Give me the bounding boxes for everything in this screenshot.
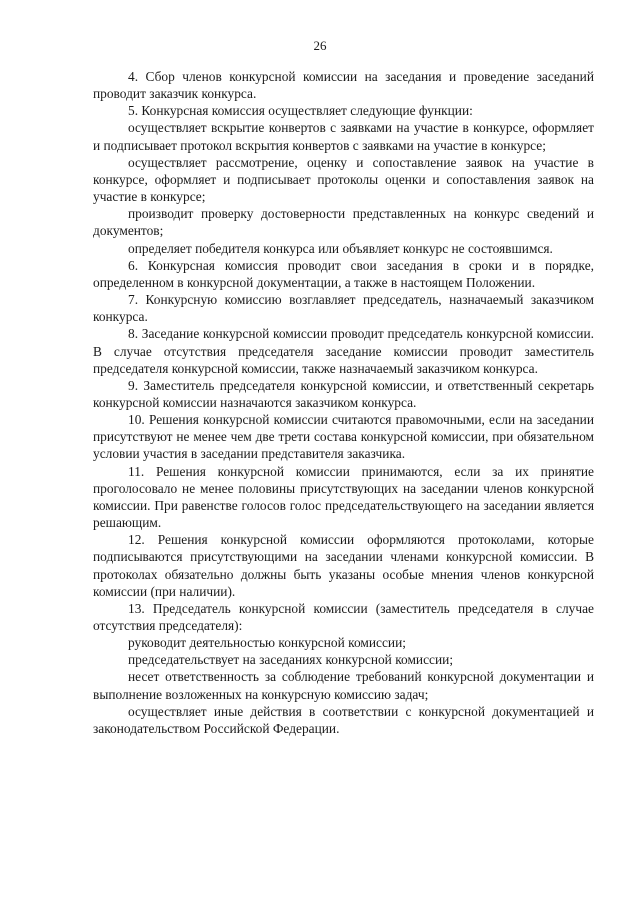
page-number: 26	[313, 38, 327, 53]
paragraph-5-item-1: осуществляет вскрытие конвертов с заявками на участие в конкурсе, оформляет и подписывает протокол вскрытия конвертов с заявками на участие в конкурсе;	[93, 120, 594, 153]
paragraph-13-item-1: руководит деятельностью конкурсной комиссии;	[128, 635, 406, 651]
paragraph-6: 6. Конкурсная комиссия проводит свои заседания в сроки и в порядке, определенном в конкурсной документации, а также в настоящем Положении.	[93, 257, 594, 290]
paragraph-12: 12. Решения конкурсной комиссии оформляются протоколами, которые подписываются присутствующими на заседании членами конкурсной комиссии. В протоколах обязательно должны быть указаны особые мнения членов конкурсной комиссии (при наличии).	[93, 532, 594, 599]
paragraph-9: 9. Заместитель председателя конкурсной комиссии, и ответственный секретарь конкурсной комиссии назначаются заказчиком конкурса.	[93, 377, 594, 410]
paragraph-13-item-4: осуществляет иные действия в соответствии с конкурсной документацией и законодательством Российской Федерации.	[93, 703, 594, 736]
paragraph-5-item-4: определяет победителя конкурса или объявляет конкурс не состоявшимся.	[128, 240, 553, 256]
paragraph-7: 7. Конкурсную комиссию возглавляет председатель, назначаемый заказчиком конкурса.	[93, 292, 594, 325]
paragraph-4: 4. Сбор членов конкурсной комиссии на заседания и проведение заседаний проводит заказчик конкурса.	[93, 69, 594, 102]
paragraph-10: 10. Решения конкурсной комиссии считаются правомочными, если на заседании присутствуют не менее чем две трети состава конкурсной комиссии, при обязательном условии участия в заседании представителя заказчика.	[93, 412, 594, 462]
paragraph-13-item-2: председательствует на заседаниях конкурсной комиссии;	[128, 652, 454, 668]
paragraph-5: 5. Конкурсная комиссия осуществляет следующие функции:	[128, 103, 473, 119]
paragraph-8: 8. Заседание конкурсной комиссии проводит председатель конкурсной комиссии. В случае отсутствия председателя заседание комиссии проводит заместитель председателя конкурсной комиссии, также назначаемый заказчиком конкурса.	[93, 326, 594, 376]
paragraph-5-item-2: осуществляет рассмотрение, оценку и сопоставление заявок на участие в конкурсе, оформляет и подписывает протоколы оценки и сопоставления заявок на участие в конкурсе;	[93, 154, 594, 205]
paragraph-13: 13. Председатель конкурсной комиссии (заместитель председателя в случае отсутствия председателя):	[93, 600, 594, 633]
paragraph-13-item-3: несет ответственность за соблюдение требований конкурсной документации и выполнение возложенных на конкурсную комиссию задач;	[93, 669, 594, 702]
document-body	[93, 68, 594, 737]
paragraph-11: 11. Решения конкурсной комиссии принимаются, если за их принятие проголосовало не менее половины присутствующих на заседании членов конкурсной комиссии. При равенстве голосов голос председательствующего на заседании является решающим.	[93, 463, 594, 531]
paragraph-5-item-3: производит проверку достоверности представленных на конкурс сведений и документов;	[93, 206, 594, 239]
